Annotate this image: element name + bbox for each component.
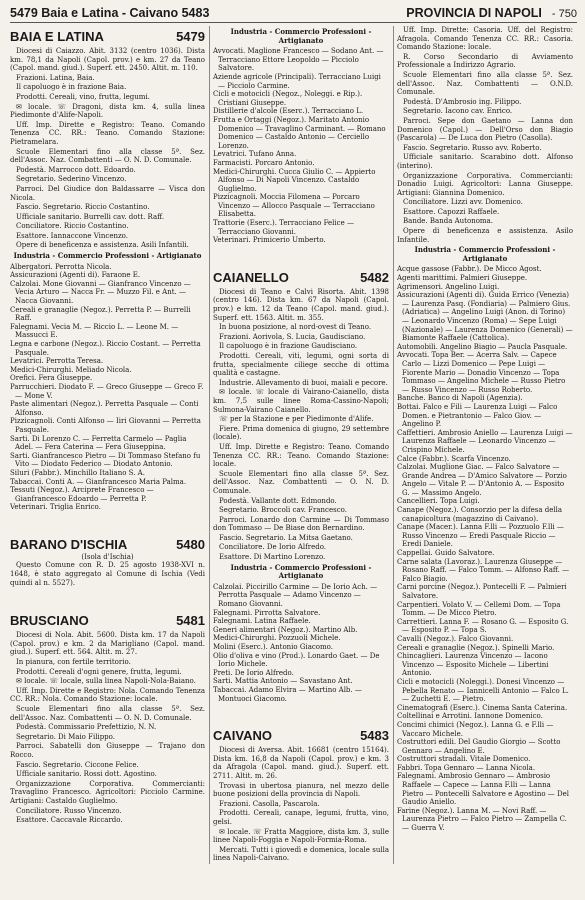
info-paragraph: Fascio. Segretario. Ciccone Felice. — [16, 760, 139, 769]
info-paragraph: ☏ per la Stazione e per Piedimonte d'Alife. — [219, 415, 374, 424]
directory-entry: Tessuti (Negoz.). Arciprete Francesco — Gianfrancesco Edoardo — Perretta P. — [10, 486, 154, 503]
info-paragraph: Podestà. Marrocco dott. Edoardo. — [16, 165, 136, 174]
section-heading: Industria - Commercio Professioni - Artigianato — [13, 251, 202, 261]
info-paragraph: Segretario. Di Maio Filippo. — [16, 732, 115, 741]
info-paragraph: Prodotti. Cereali, vino, frutta, legumi. — [16, 92, 150, 101]
directory-entry: Levatrici. Perrotta Teresa. — [10, 357, 104, 366]
directory-entry: Veterinari. Primicerio Umberto. — [213, 236, 326, 245]
directory-entry: Falegnami. Vecia M. — Riccio L. — Leone M. — Massucci E. — [10, 322, 179, 340]
commune-title — [10, 29, 205, 44]
info-paragraph: Podestà. Vallante dott. Edmondo. — [219, 496, 337, 505]
info-paragraph: Diocesi di Caiazzo. Abit. 3132 (centro 1036). Dista km. 78,1 da Napoli (Capol. prov.) e km. 27 da Teano (Capol. mand. giud.). Superf. ett. 2450. Altit. m. 110. — [10, 47, 205, 73]
info-paragraph: ✉ locale. ☏ locale di Vairano-Caianello, dista km. 7,5 sulle linee Roma-Cassino-Napoli; Sulmona-Vairano Caianello. — [213, 388, 389, 414]
directory-entry: Caffettieri. Ambrosio Aniello — Laurenza Luigi — Laurenza Raffaele — Leonardo Vincenzo — Crispino Michele. — [397, 428, 573, 454]
directory-entry: Sarti. Mattia Antonio — Savastano Ant. — [213, 677, 353, 686]
directory-entry: Bottai. Falco e Fili — Laurenza Luigi — Falco Domen. e Pietrantonio — Falco Giov. — Angelino P. — [397, 402, 558, 429]
directory-entry: Olio d'oliva e vino (Prod.). Lonardo Gaet. — De Iorio Michele. — [213, 651, 380, 669]
commune-title — [213, 728, 389, 743]
caivano-info-cont — [397, 26, 573, 244]
info-paragraph: R. Corso Secondario di Avviamento Professionale a Indirizzo Agrario. — [397, 52, 573, 70]
directory-entry: Falegnami. Latina Raffaele. — [213, 617, 311, 626]
directory-entry: Cinematografi (Eserc.). Cinema Santa Caterina. — [397, 703, 568, 712]
directory-entry: Agenti marittimi. Palmieri Giuseppe. — [397, 274, 528, 283]
directory-entry: Assicurazioni (Agenti di). Faraone E. — [10, 271, 141, 280]
directory-entry: Preti. De Iorio Alfredo. — [213, 668, 294, 677]
info-paragraph: Esattore. Iannaccone Vincenzo. — [16, 231, 128, 240]
directory-entry: Medici-Chirurghi. Pozzuoli Michele. — [213, 634, 341, 643]
info-paragraph: Conciliatore. Riccio Costantino. — [16, 222, 129, 231]
directory-entry: Frutta e Ortaggi (Negoz.). Maritato Antonio Domenico — Travaglino Carminant. — Romano Domenico — Castaldo Antonio — Cerciello Lorenzo. — [213, 115, 386, 150]
caianello-info — [213, 288, 389, 562]
header-range: 5479 Baia e Latina - Caivano 5483 — [10, 6, 210, 20]
columns — [10, 26, 577, 864]
directory-entry: Costruttori edili. Del Gaudio Giorgio — Scotto Gennaro — Angelino E. — [397, 738, 561, 755]
directory-entry: Calce (Fabbr.). Scarfa Vincenzo. — [397, 454, 511, 463]
info-paragraph: Segretario. Sederino Vincenzo. — [16, 175, 127, 184]
directory-entry: Siluri (Fabbr.). Minchillo Italiano S. A. — [10, 468, 145, 477]
info-paragraph: Esattore. Caccavale Riccardo. — [16, 816, 123, 825]
info-paragraph: Uff. Imp. Dirette e Registro: Teano. Comando Tenenza CC. RR.: Teano. Comando Stazione: locale. — [213, 442, 389, 469]
info-paragraph: Il capoluogo è in frazione Baia. — [16, 83, 127, 92]
directory-entry: Pizzicagnoli. Moccia Filomena — Porcaro Vincenzo — Allocco Pasquale — Terracciano Elisabetta. — [213, 193, 375, 219]
info-paragraph: Opere di beneficenza e assistenza. Asili Infantili. — [16, 241, 189, 250]
info-paragraph: Mercati. Tutti i giovedì e domenica, locale sulla linea Napoli-Caivano. — [213, 845, 389, 863]
commune-title — [213, 270, 389, 285]
info-paragraph: Fiere. Prima domenica di giugno, 29 settembre (locale). — [213, 424, 389, 442]
directory-entry: Costruttori stradali. Vitale Domenico. — [397, 755, 531, 764]
info-paragraph: Fascio. Segretario. Russo avv. Roberto. — [403, 143, 542, 152]
directory-entry: Carrettieri. Lanna F. — Rosano G. — Esposito G. — Esposito P. — Topa S. — [397, 617, 569, 635]
info-paragraph: Conciliatore. Russo Vincenzo. — [16, 806, 122, 815]
info-paragraph: Scuole Elementari fino alla classe 5ª. Sez. dell'Assoc. Naz. Combattenti — O. N. D. Comunale. — [213, 469, 389, 495]
commune-number: 5479 — [176, 29, 205, 44]
directory-entry: Cereali e granaglie (Negoz.). Spinelli Mario. — [397, 643, 555, 652]
info-paragraph: Conciliatore. De Iorio Alfredo. — [219, 543, 327, 552]
info-paragraph: Opere di beneficenza e assistenza. Asilo Infantile. — [397, 227, 573, 244]
directory-entry: Generi alimentari (Negoz.). Martino Alb. — [213, 625, 358, 634]
info-paragraph: Parroci. Sepe don Gaetano — Lanna don Domenico (Capol.) — Dell'Orso don Biagio (Pascarola) — De Luca don Pietro (Casolla). — [397, 116, 573, 143]
column-3 — [393, 26, 573, 864]
info-paragraph: Esattore. Di Martino Lorenzo. — [219, 553, 326, 562]
brusciano-info — [10, 631, 205, 824]
info-paragraph: Segretario. Broccoli cav. Francesco. — [219, 506, 347, 515]
info-paragraph: In buona posizione, al nord-ovest di Teano. — [219, 323, 372, 332]
directory-entry: Pizzicagnoli. Conti Alfonso — Iiri Giovanni — Perretta Pasquale. — [10, 417, 201, 434]
caianello-entries — [213, 583, 389, 703]
info-paragraph: ✉ locale. ☏ Dragoni, dista km. 4, sulla linea Piedimonte d'Alife-Napoli. — [10, 102, 205, 120]
info-paragraph: Fascio. Segretario. La Mitsa Gaetano. — [219, 533, 353, 542]
info-paragraph: Scuole Elementari fino alla classe 5ª. Sez. dell'Assoc. Naz. Combattenti — O. N. D. Comunale. — [10, 147, 205, 165]
directory-entry: Sarti. Di Lorenzo C. — Ferretta Carmelo — Paglia Adel. — Fera Caterina — Fera Giuseppina. — [10, 434, 187, 452]
directory-entry: Cancellieri. Topa Luigi. — [397, 497, 480, 506]
info-paragraph: Questo Comune con R. D. 25 agosto 1938-XVI n. 1648, è stato aggregato al Comune di Ischia (Vedi quindi al n. 5527). — [10, 561, 205, 587]
directory-entry: Legna e carbone (Negoz.). Riccio Costant. — Perretta Pasquale. — [10, 340, 201, 357]
directory-entry: Distillerie d'alcole (Eserc.). Terracciano L. — [213, 107, 364, 116]
info-paragraph: Parroci. Sabatelli don Giuseppe — Trajano don Rocco. — [10, 742, 205, 759]
directory-entry: Farine (Negoz.). Lanna M. — Novi Raff. — Laurenza Pietro — Falco Pietro — Zampella C. — Guerra V. — [397, 806, 567, 833]
directory-entry: Medici-Chirurghi. Cucca Giulio C. — Appierto Alfonso — Di Napoli Vincenzo. Castaldo Guglielmo. — [213, 167, 376, 193]
directory-entry: Chincaglieri. Laurenza Vincenzo — Iacono Vincenzo — Esposito Michele — Libertini Antonio. — [397, 652, 549, 678]
directory-entry: Carne salata (Lavoraz.). Laurenza Giuseppe — Rosano Raff. — Falco Tomm. — Alfonso Raff. — Falco Biagio. — [397, 557, 570, 583]
info-paragraph: Diocesi di Nola. Abit. 5600. Dista km. 17 da Napoli (Capol. prov.) e km. 2 da Marigliano (Capol. mand. giud.). Superf. ett. 564. Altit. m. 27. — [10, 631, 205, 657]
header-province: PROVINCIA DI NAPOLI — [406, 6, 542, 20]
info-paragraph: Prodotti. Cereali, viti, legumi, ogni sorta di frutta, specialmente ciliege secche di ottima qualità e castagne. — [213, 352, 389, 378]
brusciano-entries — [213, 47, 389, 245]
info-paragraph: Frazioni. Casolla, Pascarola. — [219, 799, 320, 808]
info-paragraph: Organizzazione Corporativa. Commercianti: Travaglino Francesco. Agricoltori: Picciolo Carmine. Artigiani: Castaldo Guglielmo. — [10, 779, 205, 805]
directory-entry: Sarti. Gianfrancesco Pietro — Di Tommaso Stefano fu Vito — Diodato Federico — Diodato Antonio. — [10, 451, 201, 469]
info-paragraph: Conciliatore. Lizzi avv. Domenico. — [403, 198, 523, 207]
directory-entry: Farmacisti. Porcaro Antonio. — [213, 158, 315, 167]
commune-name: CAIVANO — [213, 728, 272, 744]
commune-subtitle: (Isola d'Ischia) — [81, 552, 134, 561]
directory-entry: Tabaccai. Conti A. — Gianfrancesco Maria Palma. — [10, 477, 187, 486]
info-paragraph: Esattore. Capozzi Raffaele. — [403, 207, 500, 216]
directory-entry: Avvocati. Maglione Francesco — Sodano Ant. — Terracciano Ettore Leopoldo — Picciolo Salvatore. — [213, 47, 384, 73]
info-paragraph: Prodotti. Cereali d'ogni genere, frutta, legumi. — [16, 667, 182, 676]
directory-entry: Calzolai. Muglione Giac. — Falco Salvatore — Grande Andrea — D'Amico Salvatore — Porzio Angelo — Vitale P. — D'Antonio A. — Esposito G. — Massimo Angelo. — [397, 463, 567, 497]
directory-entry: Orefici. Fera Giuseppe. — [10, 374, 93, 383]
info-paragraph: Podestà. Commissario Prefettizio, N. N. — [16, 723, 157, 732]
directory-entry: Canape (Macer.). Lanna F.lli — Pozzuolo F.lli — Russo Vincenzo — Eredi Pasquale Riccio — Eredi Daniele. — [397, 523, 564, 549]
commune-name: BAIA E LATINA — [10, 29, 104, 44]
info-paragraph: Trovasi in ubertosa pianura, nel mezzo delle buone posizioni della provincia di Napoli. — [213, 781, 389, 799]
info-paragraph: Frazioni. Latina, Baia. — [16, 73, 95, 82]
directory-entry: Cicli e motocicli (Noleggi.). Donesi Vincenzo — Pebella Renato — Iannicelli Antonio — Falco L. — Zuchetti E. — Pietro. — [397, 677, 569, 704]
baia-info — [10, 47, 205, 250]
directory-entry: Albergatori. Perrotta Nicola. — [10, 262, 112, 271]
info-paragraph: Scuole Elementari fino alla classe 5ª. Sez. dell'Assoc. Naz. Combattenti — O. N. D. Comunale. — [10, 705, 205, 722]
info-paragraph: Podestà. D'Ambrosio ing. Filippo. — [403, 97, 522, 106]
info-paragraph: In pianura, con fertile territorio. — [16, 658, 131, 667]
info-paragraph: Organizzazione Corporativa. Commercianti: Donadio Luigi. Agricoltori: Lanna Giuseppe. Artigiani: Giannina Domenico. — [397, 171, 573, 197]
commune-number: 5481 — [176, 613, 205, 629]
commune-title — [10, 537, 205, 552]
info-paragraph: Ufficiale sanitario. Rossi dott. Agostino. — [16, 770, 157, 779]
barano-info — [10, 561, 205, 587]
commune-name: BARANO D'ISCHIA — [10, 536, 128, 552]
directory-entry: Coltellinai e Arrotini. Iannone Domenico. — [397, 712, 543, 721]
info-paragraph: Diocesi di Aversa. Abit. 16681 (centro 15164). Dista km. 16,8 da Napoli (Capol. prov.) e km. 3 da Afragola (Capol. mand. giud.). Superf. ett. 2711. Altit. m. 26. — [213, 746, 389, 780]
section-heading: Industria - Commercio Professioni - Artigianato — [230, 562, 372, 581]
directory-entry: Falegnami. Ambrosio Gennaro — Ambrosio Raffaele — Capece — Lanna F.lli — Lanna Pietro — Pontecelli Salvatore e Agostino — Del Gaudio Aniello. — [397, 772, 570, 807]
directory-entry: Paste alimentari (Negoz.). Perretta Pasquale — Conti Alfonso. — [10, 400, 199, 417]
commune-number: 5483 — [360, 728, 389, 744]
info-paragraph: Parroci. Del Giudice don Baldassarre — Visca don Nicola. — [10, 184, 205, 202]
directory-entry: Concimi chimici (Negoz.). Lanna G. e F.lli — Vaccaro Michele. — [397, 720, 554, 738]
info-paragraph: Il capoluogo è in frazione Gaudisciano. — [219, 342, 358, 351]
directory-entry: Aziende agricole (Principali). Terracciano Luigi — Picciolo Carmine. — [213, 72, 381, 90]
directory-entry: Automobili. Angelino Biagio — Paucla Pasquale. — [397, 342, 568, 351]
caivano-entries — [397, 265, 573, 832]
info-paragraph: Industrie. Allevamento di buoi, maiali e pecore. — [219, 378, 388, 387]
directory-entry: Banche. Banco di Napoli (Agenzia). — [397, 394, 523, 403]
column-1 — [10, 26, 205, 864]
commune-name: BRUSCIANO — [10, 613, 89, 629]
info-paragraph: Bande. Banda Autonoma. — [403, 217, 493, 226]
directory-entry: Calzolai. Mone Giovanni — Gianfranco Vincenzo — Vecia Arturo — Nacca Fr. — Muzzo Fil. e Ant. — Nacca Giovanni. — [10, 279, 191, 306]
directory-entry: Molini (Eserc.). Antonio Giacomo. — [213, 643, 333, 651]
commune-title — [10, 613, 205, 628]
info-paragraph: Segretario. Iacono cav. Enrico. — [403, 107, 513, 116]
commune-number: 5480 — [176, 536, 205, 552]
directory-entry: Calzolai. Piccirillo Carmine — De Iorio Ach. — Perrotta Pasquale — Adamo Vincenzo — Romano Giovanni. — [213, 582, 378, 609]
section-heading: Industria - Commercio Professioni - Artigianato — [414, 245, 556, 263]
info-paragraph: ✉ locale. ☏ locale, sulla linea Napoli-Nola-Baiano. — [16, 677, 196, 686]
info-paragraph: Ufficiale sanitario. Burrelli cav. dott. Raff. — [16, 212, 165, 221]
directory-entry: Carpentieri. Volato V. — Cellemi Dom. — Topa Tomm. — De Micco Pietro. — [397, 600, 561, 618]
info-paragraph: Diocesi di Teano e Calvi Risorta. Abit. 1398 (centro 146). Dista km. 67 da Napoli (Capol. prov.) e km. 12 da Teano (Capol. mand. giud.). Superf. ett. 1563. Altit. m. 355. — [213, 287, 389, 322]
directory-entry: Medici-Chirurghi. Meliado Nicola. — [10, 365, 132, 374]
info-paragraph: Uff. Imp. Dirette e Registro: Nola. Comando Tenenza CC. RR.: Nola. Comando Stazione: locale. — [10, 686, 205, 704]
info-paragraph: Prodotti. Cereali, canape, legumi, frutta, vino, gelsi. — [213, 809, 389, 826]
directory-entry: Tabaccai. Adamo Elvira — Martino Alb. — Montuoci Giacomo. — [213, 685, 362, 703]
info-paragraph: Frazioni. Aorivola, S. Lucia, Gaudisciano. — [219, 332, 366, 341]
info-paragraph: Ufficiale sanitario. Scarabino dott. Alfonso (interino). — [397, 153, 573, 170]
commune-name: CAIANELLO — [213, 269, 289, 285]
directory-entry: Levatrici. Tufano Anna. — [213, 150, 297, 159]
baia-entries — [10, 263, 205, 512]
directory-entry: Cereali e granaglie (Negoz.). Perretta P. — Burrelli Raff. — [10, 305, 191, 323]
section-heading: Industria - Commercio Professioni - Artigianato — [230, 27, 372, 45]
directory-entry: Trattorie (Eserc.). Terracciano Felice — Terracciano Giovanni. — [213, 219, 354, 236]
info-paragraph: Fascio. Segretario. Riccio Costantino. — [16, 203, 150, 212]
page-header — [10, 6, 577, 23]
page-number: - 750 — [551, 8, 577, 20]
directory-entry: Acque gassose (Fabbr.). De Micco Agost. — [397, 265, 542, 274]
column-2 — [209, 26, 389, 864]
directory-entry: Parrucchieri. Diodato F. — Greco Giuseppe — Greco F. — Mone V. — [10, 382, 204, 400]
caivano-info — [213, 746, 389, 863]
commune-number: 5482 — [360, 269, 389, 285]
directory-entry: Agrimensori. Angelino Luigi. — [397, 282, 500, 291]
info-paragraph: Uff. Imp. Dirette: Casoria. Uff. del Registro: Afragola. Comando Tenenza CC. RR.: Casoria. Comando Stazione: locale. — [397, 26, 573, 52]
directory-entry: Canape (Negoz.). Consorzio per la difesa della canapicoltura (magazzino di Caivano). — [397, 506, 562, 523]
info-paragraph: ✉ locale. ☏ Fratta Maggiore, dista km. 3, sulle linee Napoli-Foggia e Napoli-Formia-Roma. — [213, 827, 389, 845]
directory-entry: Veterinari. Triglia Enrico. — [10, 503, 101, 512]
directory-entry: Avvocati. Topa Ber. — Acerra Salv. — Capece Carlo — Lizzi Domenico — Pepe Luigi — Fiorente Mario — Donadio Vincenzo — Topa Tommaso — Angelino Michele — Russo Pietro — Russo Vincenzo — Russo Roberto. — [397, 351, 566, 394]
info-paragraph: Parroci. Lonardo don Carmine — Di Tommaso don Tommaso — De Biase don Bernardino. — [213, 515, 389, 533]
directory-entry: Falegnami. Pirrotta Salvatore. — [213, 608, 321, 617]
info-paragraph: Uff. Imp. Dirette e Registro: Teano. Comando Tenenza CC. RR.: Teano. Comando Stazione: Pietramelara. — [10, 120, 205, 146]
info-paragraph: Scuole Elementari fino alla classe 5ª. Sez. dell'Assoc. Naz. Combattenti — O.N.D. Comunale. — [397, 70, 573, 97]
directory-entry: Cappellai. Guido Salvatore. — [397, 549, 495, 558]
directory-entry: Carni porcine (Negoz.). Pontecelli F. — Palmieri Salvatore. — [397, 583, 567, 600]
directory-entry: Cavalli (Negoz.). Falco Giovanni. — [397, 634, 514, 643]
directory-entry: Cicli e motocicli (Negoz., Noleggi. e Rip.). Cristiani Giuseppe. — [213, 90, 363, 107]
directory-entry: Assicurazioni (Agenti di). Guida Errico (Venezia) — Laurenza Pasq. (Fondiaria) — Palmiero Gius. (Adriatica) — Angelino Luigi (Anon. di Torino) — Leonardo Vincenzo (Roma) — Sepe Luigi (Nazionale) — Laurenza Domenico (Generali) — Biamonte Raffaele (Cattolica). — [397, 291, 573, 343]
directory-entry: Fabbri. Topa Gennaro — Lanna Nicola. — [397, 763, 536, 772]
